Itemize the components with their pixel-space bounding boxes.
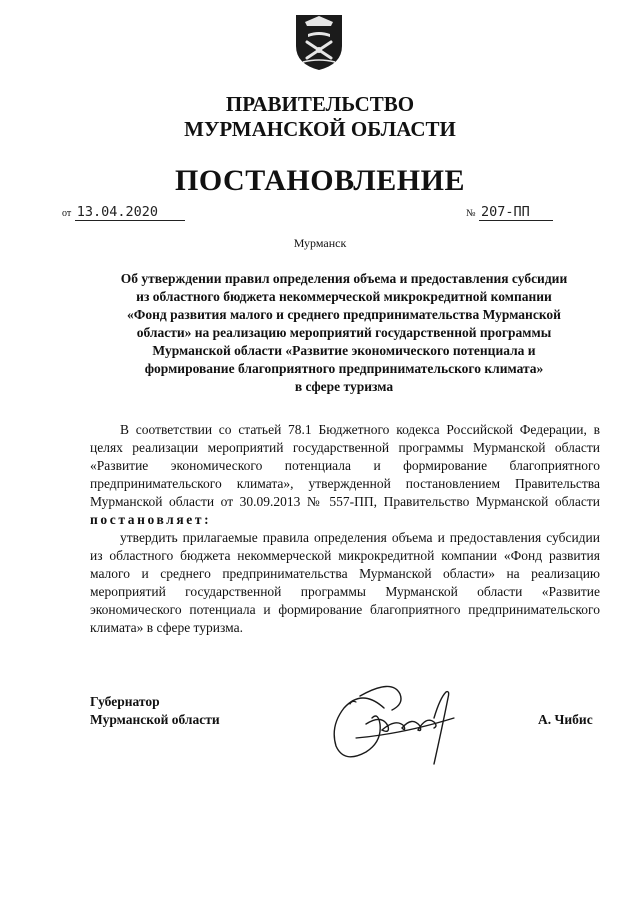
document-type-heading: ПОСТАНОВЛЕНИЕ [175, 164, 465, 197]
body-paragraph-preamble [90, 421, 600, 530]
handwritten-signature-icon [322, 668, 472, 770]
title-line: области» на реализацию мероприятий государственной программы [136, 325, 552, 340]
resolution-keyword: постановляет: [90, 512, 212, 528]
org-name-line1: ПРАВИТЕЛЬСТВО [225, 92, 415, 116]
date-field [62, 204, 185, 221]
signatory-role-line1: Губернатор [90, 694, 160, 709]
title-line: в сфере туризма [294, 379, 394, 394]
title-line: формирование благоприятного предпринимательского климата» [144, 361, 544, 376]
document-title [88, 270, 600, 396]
title-line: Мурманской области «Развитие экономического потенциала и [152, 343, 536, 358]
title-line: из областного бюджета некоммерческой микрокредитной компании [136, 289, 552, 304]
title-line: Об утверждении правил определения объема и предоставления субсидии [120, 271, 568, 286]
signatory-title [90, 693, 220, 729]
signatory-name: А. Чибис [538, 712, 593, 727]
org-name-line2: МУРМАНСКОЙ ОБЛАСТИ [184, 117, 456, 141]
date-value: 13.04.2020 [75, 204, 185, 221]
body-paragraph-decision: утвердить прилагаемые правила определения объема и предоставления субсидии из областного бюджета некоммерческой микрокредитной компании «Фонд развития малого и среднего предпринимательства Мурманской области» на реализацию мероприятий государственной программы Мурманской области «Развитие экономического потенциала и формирование благоприятного предпринимательского климата» в сфере туризма. [90, 530, 600, 636]
city-label: Мурманск [293, 236, 347, 250]
signatory-role-line2: Мурманской области [90, 712, 220, 727]
number-field [466, 204, 553, 221]
number-prefix: № [466, 208, 476, 219]
number-value: 207-ПП [479, 204, 553, 221]
coat-of-arms-icon [293, 12, 345, 72]
title-line: «Фонд развития малого и среднего предпринимательства Мурманской [127, 307, 561, 322]
date-prefix: от [62, 208, 72, 219]
preamble-text: В соответствии со статьей 78.1 Бюджетного кодекса Российской Федерации, в целях реализации мероприятий государственной программы Мурманской области «Развитие экономического потенциала и формирование благоприятного предпринимательского климата», утвержденной постановлением Правительства Мурманской области от 30.09.2013 № 557-ПП, Правительство Мурманской области [90, 422, 600, 510]
